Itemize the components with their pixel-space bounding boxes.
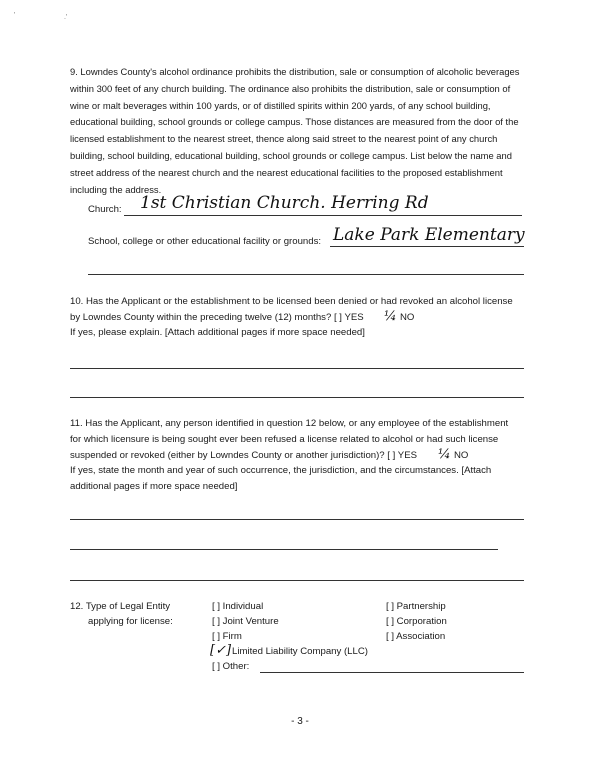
option-joint-venture[interactable]: [ ] Joint Venture	[212, 616, 279, 627]
question-11-line: If yes, state the month and year of such occurrence, the jurisdiction, and the circumstances. [Attach	[70, 465, 492, 476]
option-firm[interactable]: [ ] Firm	[212, 631, 242, 642]
question-11-line: 11. Has the Applicant, any person identified in question 12 below, or any employee of the establishment	[70, 418, 509, 429]
question-12-label: 12. Type of Legal Entity	[70, 601, 171, 612]
other-line	[260, 672, 524, 673]
church-value[interactable]: 1st Christian Church. Herring Rd	[140, 193, 429, 213]
question-10-line: If yes, please explain. [Attach additional pages if more space needed]	[70, 327, 365, 338]
page-number: - 3 -	[291, 716, 309, 727]
answer-line	[88, 274, 524, 275]
option-corporation[interactable]: [ ] Corporation	[386, 616, 447, 627]
school-line	[330, 246, 524, 247]
question-12-label: applying for license:	[88, 616, 173, 627]
school-value[interactable]: Lake Park Elementary	[333, 225, 525, 245]
scan-mark: '	[14, 12, 16, 19]
question-10-no[interactable]: NO	[400, 312, 415, 323]
church-label: Church:	[88, 204, 122, 215]
option-association[interactable]: [ ] Association	[386, 631, 446, 642]
question-11-line: for which licensure is being sought ever been refused a license related to alcohol or had such license	[70, 434, 499, 445]
question-11-no[interactable]: NO	[454, 450, 469, 461]
answer-line	[70, 368, 524, 369]
option-partnership[interactable]: [ ] Partnership	[386, 601, 446, 612]
question-10-line: by Lowndes County within the preceding twelve (12) months? [ ] YES	[70, 312, 364, 323]
option-llc[interactable]: Limited Liability Company (LLC)	[232, 646, 368, 657]
answer-line	[70, 580, 524, 581]
no-checkmark: ¼	[384, 309, 397, 324]
option-other[interactable]: [ ] Other:	[212, 661, 250, 672]
answer-line	[70, 519, 524, 520]
church-line	[124, 215, 522, 216]
scan-mark: .'	[64, 14, 68, 21]
llc-checkmark: [✓]	[210, 643, 232, 658]
question-9-text: 9. Lowndes County's alcohol ordinance prohibits the distribution, sale or consumption of alcoholic beverages within 300 feet of any church building. The ordinance also prohibits the distribution, sale or consumption of wine or malt beverages within 100 yards, or of distilled spirits within 200 yards, of any school building, educational building, school grounds or college campus. Those distances are measured from the door of the licensed establishment to the nearest street, thence along said street to the nearest point of any church building, school building, educational building, school grounds or college campus. List below the name and street address of the nearest church and the nearest educational facilities to the proposed establishment including the address.	[70, 66, 520, 195]
answer-line	[70, 397, 524, 398]
school-label: School, college or other educational facility or grounds:	[88, 236, 322, 247]
question-11-line: suspended or revoked (either by Lowndes County or another jurisdiction)? [ ] YES	[70, 450, 417, 461]
question-11-line: additional pages if more space needed]	[70, 481, 238, 492]
question-10-line: 10. Has the Applicant or the establishment to be licensed been denied or had revoked an alcohol license	[70, 296, 513, 307]
answer-line	[70, 549, 498, 550]
option-individual[interactable]: [ ] Individual	[212, 601, 264, 612]
no-checkmark: ¼	[438, 447, 451, 462]
